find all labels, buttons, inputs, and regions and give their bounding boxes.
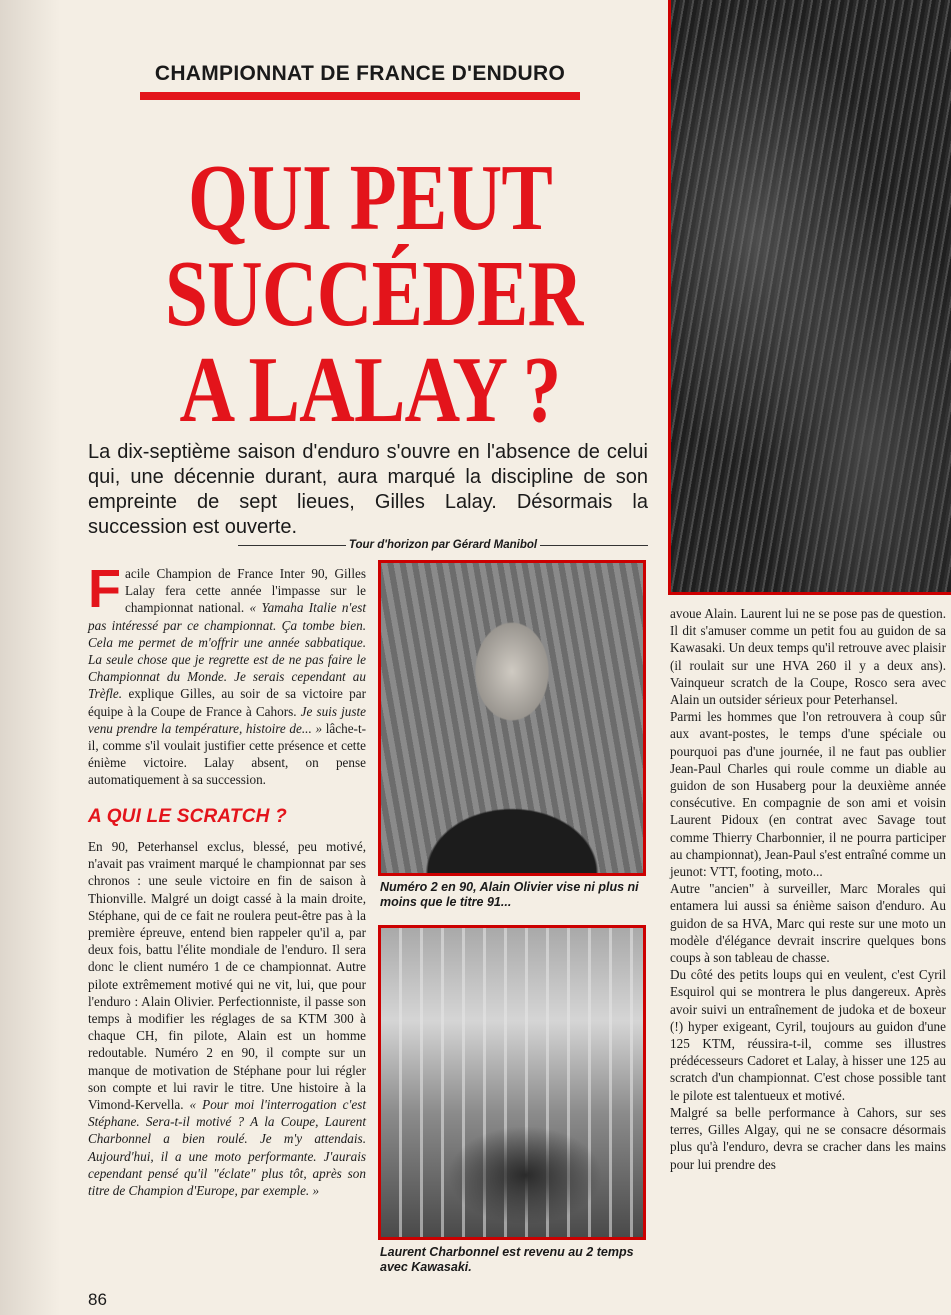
- byline-text: Tour d'horizon par Gérard Manibol: [348, 539, 538, 551]
- paragraph-6: Du côté des petits loups qui en veulent, c'est Cyril Esquirol qui se montrera le plus dangereux. Après avoir suivi un entraînement de judoka et de boxeur (!) hyper exigeant, Cyril, toujours au guidon d'une 125 KTM, réussira-t-il, comme ses illustres prédécesseurs Cadoret et Lalay, à hisser une 125 au scratch d'un championnat. C'est chose possible tant le pilote est talentueux et motivé.: [670, 967, 946, 1103]
- article-column-3: [670, 605, 946, 1173]
- paragraph-5: Autre "ancien" à surveiller, Marc Morales qui entamera lui aussi sa énième saison d'enduro. Au guidon de sa HVA, Marc qui reste sur une moto un modèle d'élégance devrait inscrire quelques bons coups à son tableau de chasse.: [670, 881, 946, 966]
- headline: [165, 146, 583, 442]
- photo-2-caption: Laurent Charbonnel est revenu au 2 temps avec Kawasaki.: [380, 1245, 634, 1274]
- section-kicker: CHAMPIONNAT DE FRANCE D'ENDURO: [154, 62, 566, 85]
- paragraph-1c: lâche-t-il, comme s'il voulait justifier cette présence et cette énième victoire. Lalay absent, on pense automatiquement à sa succession.: [88, 720, 366, 788]
- paragraph-1b: explique Gilles, au soir de sa victoire par équipe à la Coupe de France à Cahors.: [88, 686, 366, 719]
- paragraph-1a: acile Champion de France Inter 90, Gilles Lalay fera cette année l'impasse sur le championnat national.: [125, 566, 366, 616]
- drop-cap: F: [88, 559, 121, 619]
- headline-line-1: QUI PEUT: [188, 146, 552, 250]
- paragraph-2: En 90, Peterhansel exclus, blessé, peu motivé, n'avait pas vraiment marqué le championnat par ses chronos : une seule victoire en fin de saison à Thionville. Malgré un doigt cassé à la main droite, Stéphane, qui de ce fait ne roulera peut-être pas à la première épreuve, entend bien rappeler qu'il a, par deux fois, battu l'élite mondiale de l'enduro. Il sera donc le client numéro 1 de ce championnat. Autre pilote extrêmement motivé qui ne vit, lui, que pour l'enduro : Alain Olivier. Perfectionniste, il passe son temps à modifier les réglages de sa KTM 300 à chaque CH, fin pilote, Alain est un homme redoutable. Numéro 2 en 90, il compte sur un manque de motivation de Stéphane pour lui régler son compte et lui ravir le titre. Une histoire à la Vimond-Kervella.: [88, 839, 366, 1113]
- paragraph-7: Malgré sa belle performance à Cahors, sur ses terres, Gilles Algay, qui ne se consacre désormais plus qu'à l'enduro, devra se cracher dans les mains pour lui prendre des: [670, 1104, 946, 1172]
- quote-3: « Pour moi l'interrogation c'est Stéphane. Sera-t-il motivé ? A la Coupe, Laurent Charbonnel a bien roulé. Je m'y attendais. Aujourd'hui, il a une moto performante. J'aurais cependant pensé qu'il "éclate" plus tôt, après son titre de Champion d'Europe, par exemple. »: [88, 1097, 366, 1199]
- headline-line-3: A LALAY ?: [179, 338, 561, 442]
- forest-photo: [668, 0, 951, 595]
- paragraph-3: avoue Alain. Laurent lui ne se pose pas de question. Il dit s'amuser comme un petit fou au guidon de sa Kawasaki. Un deux temps qu'il retrouve avec plaisir (il roulait sur une HVA 260 il y a deux ans). Vainqueur scratch de la Coupe, Rosco sera avec Alain un outsider sérieux pour Peterhansel.: [670, 606, 946, 708]
- byline: [88, 538, 648, 552]
- paragraph-4: Parmi les hommes que l'on retrouvera à coup sûr aux avant-postes, le temps d'une spéciale ou pourquoi pas d'une journée, il ne faut pas oublier Jean-Paul Charles qui roule comme un diable au guidon de son Husaberg pour la deuxième année consécutive. En compagnie de son ami et voisin Laurent Pidoux (en contrat avec Savage tout comme Thierry Charbonnier, il ne pourra participer au championnat), Jean-Paul s'est entraîné comme un jeunot: VTT, footing, moto...: [670, 709, 946, 880]
- kicker-red-bar: [140, 92, 580, 100]
- article-column-1-bottom: [88, 838, 366, 1199]
- photo-1-caption: Numéro 2 en 90, Alain Olivier vise ni plus ni moins que le titre 91...: [380, 880, 639, 909]
- page-fold-shadow: [0, 0, 60, 1315]
- quote-1: « Yamaha Italie n'est pas intéressé par ce championnat. Ça tombe bien. Cela me permet de m'offrir une année sabbatique. La seule chose que je regrette est de ne pas faire le Championnat du Monde. Je serais cependant au Trèfle.: [88, 600, 366, 702]
- page-number: 86: [88, 1290, 107, 1309]
- headline-line-2: SUCCÉDER: [165, 242, 583, 346]
- quote-2: Je suis juste venu prendre la température, histoire de... »: [88, 703, 366, 736]
- article-column-1-top: [88, 559, 366, 789]
- rider-helmet-photo: [378, 925, 646, 1240]
- subheading: A QUI LE SCRATCH ?: [88, 806, 287, 827]
- byline-rule-left: [238, 545, 346, 546]
- rider-portrait-photo: [378, 560, 646, 876]
- intro-paragraph: La dix-septième saison d'enduro s'ouvre en l'absence de celui qui, une décennie durant, aura marqué la discipline de son empreinte de sept lieues, Gilles Lalay. Désormais la succession est ouverte.: [88, 441, 648, 538]
- byline-rule-right: [540, 545, 648, 546]
